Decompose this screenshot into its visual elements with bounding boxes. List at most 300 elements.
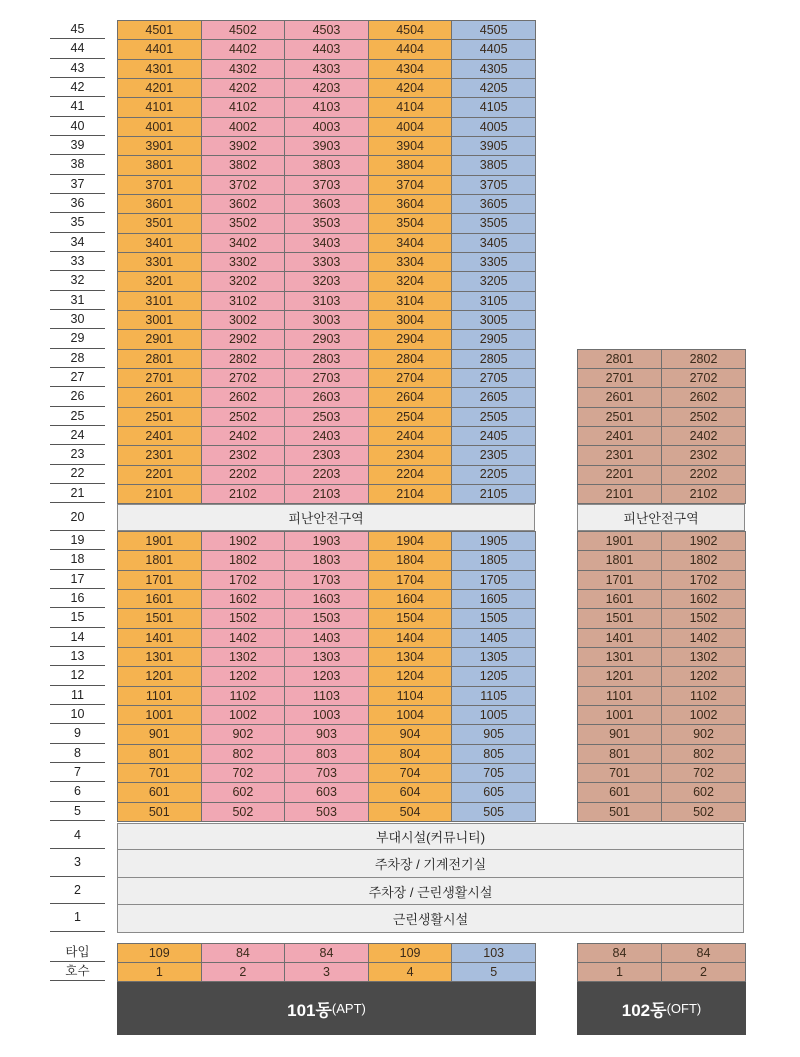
bldg101-unit-cell: 2804 <box>368 349 453 369</box>
bldg102-unit-cell: 1902 <box>661 531 746 551</box>
floor-label: 23 <box>50 445 105 464</box>
bldg101-unit-cell: 3301 <box>117 252 202 272</box>
bldg101-unit-cell: 1203 <box>284 666 369 686</box>
bldg101-unit-cell: 1505 <box>451 608 536 628</box>
bldg101-unit-cell: 1805 <box>451 550 536 570</box>
bldg101-unit-cell: 503 <box>284 802 369 822</box>
bldg101-unit-cell: 1302 <box>201 647 286 667</box>
floor-label: 30 <box>50 310 105 329</box>
floor-label: 45 <box>50 20 105 39</box>
bldg101-unit-cell: 3302 <box>201 252 286 272</box>
bldg102-unit-cell: 1502 <box>661 608 746 628</box>
bldg101-unit-cell: 2603 <box>284 387 369 407</box>
floor-label: 15 <box>50 608 105 627</box>
floor-label: 20 <box>50 504 105 531</box>
bldg101-unit-cell: 3001 <box>117 310 202 330</box>
bldg101-unit-cell: 2305 <box>451 445 536 465</box>
floor-label: 28 <box>50 349 105 368</box>
bldg101-unit-cell: 4405 <box>451 39 536 59</box>
bldg102-line-cell: 1 <box>577 962 662 982</box>
bldg101-unit-cell: 2201 <box>117 465 202 485</box>
bldg101-unit-cell: 3104 <box>368 291 453 311</box>
floor-label: 11 <box>50 686 105 705</box>
floor-label: 34 <box>50 233 105 252</box>
floor-label: 13 <box>50 647 105 666</box>
bldg101-unit-cell: 501 <box>117 802 202 822</box>
bldg101-unit-cell: 4202 <box>201 78 286 98</box>
bldg101-unit-cell: 1304 <box>368 647 453 667</box>
bldg101-unit-cell: 2802 <box>201 349 286 369</box>
bldg101-unit-cell: 3205 <box>451 271 536 291</box>
bldg101-unit-cell: 1403 <box>284 628 369 648</box>
floor-label: 41 <box>50 97 105 116</box>
bldg101-unit-cell: 1802 <box>201 550 286 570</box>
bldg102-refuge-zone: 피난안전구역 <box>577 504 745 531</box>
floor-label: 21 <box>50 484 105 503</box>
bldg102-unit-cell: 2801 <box>577 349 662 369</box>
bldg101-unit-cell: 2102 <box>201 484 286 504</box>
bldg101-unit-cell: 2204 <box>368 465 453 485</box>
bldg101-unit-cell: 4401 <box>117 39 202 59</box>
floor-label: 40 <box>50 117 105 136</box>
bldg101-unit-cell: 3901 <box>117 136 202 156</box>
bldg101-unit-cell: 4302 <box>201 59 286 79</box>
bldg101-unit-cell: 504 <box>368 802 453 822</box>
bldg101-unit-cell: 3801 <box>117 155 202 175</box>
bldg101-unit-cell: 2903 <box>284 329 369 349</box>
bldg101-unit-cell: 2703 <box>284 368 369 388</box>
bldg101-unit-cell: 2501 <box>117 407 202 427</box>
bldg101-unit-cell: 3504 <box>368 213 453 233</box>
bldg102-unit-cell: 2102 <box>661 484 746 504</box>
bldg101-unit-cell: 2904 <box>368 329 453 349</box>
bldg101-unit-cell: 4003 <box>284 117 369 137</box>
bldg101-unit-cell: 1202 <box>201 666 286 686</box>
floor-label: 17 <box>50 570 105 589</box>
bldg101-unit-cell: 1502 <box>201 608 286 628</box>
bldg101-unit-cell: 604 <box>368 782 453 802</box>
bldg101-unit-cell: 705 <box>451 763 536 783</box>
bldg101-unit-cell: 3102 <box>201 291 286 311</box>
bldg101-unit-cell: 601 <box>117 782 202 802</box>
floor-label: 14 <box>50 628 105 647</box>
bldg101-unit-cell: 4104 <box>368 97 453 117</box>
bldg101-unit-cell: 2505 <box>451 407 536 427</box>
bldg102-unit-cell: 1302 <box>661 647 746 667</box>
bldg101-unit-cell: 3705 <box>451 175 536 195</box>
bldg101-unit-cell: 3902 <box>201 136 286 156</box>
bldg101-unit-cell: 2604 <box>368 387 453 407</box>
bldg101-unit-cell: 4303 <box>284 59 369 79</box>
bldg102-unit-cell: 1901 <box>577 531 662 551</box>
bldg102-unit-cell: 1002 <box>661 705 746 725</box>
bldg101-unit-cell: 3604 <box>368 194 453 214</box>
bldg101-unit-cell: 4305 <box>451 59 536 79</box>
bldg101-footer <box>117 982 536 1035</box>
bldg101-unit-cell: 4203 <box>284 78 369 98</box>
bldg101-unit-cell: 804 <box>368 744 453 764</box>
bldg101-unit-cell: 3401 <box>117 233 202 253</box>
floor-label: 19 <box>50 531 105 550</box>
bldg101-unit-cell: 3502 <box>201 213 286 233</box>
bldg101-unit-cell: 2905 <box>451 329 536 349</box>
bldg102-footer <box>577 982 746 1035</box>
floor-label: 32 <box>50 271 105 290</box>
bldg101-unit-cell: 2205 <box>451 465 536 485</box>
bldg101-unit-cell: 3802 <box>201 155 286 175</box>
bldg102-unit-cell: 1702 <box>661 570 746 590</box>
bldg102-unit-cell: 602 <box>661 782 746 802</box>
bldg102-unit-cell: 701 <box>577 763 662 783</box>
bldg101-unit-cell: 3304 <box>368 252 453 272</box>
bldg101-unit-cell: 2404 <box>368 426 453 446</box>
bldg101-unit-cell: 2504 <box>368 407 453 427</box>
bldg101-unit-cell: 1101 <box>117 686 202 706</box>
bldg101-unit-cell: 502 <box>201 802 286 822</box>
bldg102-unit-cell: 2802 <box>661 349 746 369</box>
bldg101-unit-cell: 4204 <box>368 78 453 98</box>
bldg101-unit-cell: 3305 <box>451 252 536 272</box>
bldg101-unit-cell: 4103 <box>284 97 369 117</box>
bldg101-unit-cell: 1904 <box>368 531 453 551</box>
bldg101-unit-cell: 1201 <box>117 666 202 686</box>
bldg101-unit-cell: 4503 <box>284 20 369 40</box>
bldg101-unit-cell: 2805 <box>451 349 536 369</box>
bldg101-unit-cell: 4102 <box>201 97 286 117</box>
bldg101-unit-cell: 4403 <box>284 39 369 59</box>
bldg101-unit-cell: 1401 <box>117 628 202 648</box>
bldg101-unit-cell: 2502 <box>201 407 286 427</box>
bldg101-unit-cell: 905 <box>451 724 536 744</box>
bldg101-unit-cell: 2401 <box>117 426 202 446</box>
floor-label: 7 <box>50 763 105 782</box>
bldg102-unit-cell: 1301 <box>577 647 662 667</box>
bldg101-unit-cell: 3002 <box>201 310 286 330</box>
bldg101-unit-cell: 702 <box>201 763 286 783</box>
bldg102-unit-cell: 2202 <box>661 465 746 485</box>
floor-label: 9 <box>50 724 105 743</box>
floor-label: 35 <box>50 213 105 232</box>
bldg101-unit-cell: 2702 <box>201 368 286 388</box>
bldg102-unit-cell: 2201 <box>577 465 662 485</box>
bldg101-unit-cell: 505 <box>451 802 536 822</box>
bldg101-unit-cell: 1404 <box>368 628 453 648</box>
bldg101-unit-cell: 4005 <box>451 117 536 137</box>
bldg101-unit-cell: 1205 <box>451 666 536 686</box>
bldg102-unit-cell: 2602 <box>661 387 746 407</box>
floor-label: 33 <box>50 252 105 271</box>
floor-label: 44 <box>50 39 105 58</box>
floor-label: 10 <box>50 705 105 724</box>
bldg101-unit-cell: 3202 <box>201 271 286 291</box>
bldg101-unit-cell: 1102 <box>201 686 286 706</box>
bldg101-unit-cell: 3101 <box>117 291 202 311</box>
bldg101-unit-cell: 3505 <box>451 213 536 233</box>
bldg101-unit-cell: 1405 <box>451 628 536 648</box>
bldg102-unit-cell: 2101 <box>577 484 662 504</box>
bldg101-unit-cell: 1803 <box>284 550 369 570</box>
bldg101-line-cell: 5 <box>451 962 536 982</box>
bldg101-line-cell: 1 <box>117 962 202 982</box>
unit-legend-label: 호수 <box>50 962 105 981</box>
bldg101-unit-cell: 3905 <box>451 136 536 156</box>
bldg101-unit-cell: 1003 <box>284 705 369 725</box>
bldg101-unit-cell: 3805 <box>451 155 536 175</box>
bldg101-unit-cell: 3204 <box>368 271 453 291</box>
bldg102-unit-cell: 2302 <box>661 445 746 465</box>
floor-label: 29 <box>50 329 105 348</box>
bldg101-unit-cell: 2202 <box>201 465 286 485</box>
floor-label: 27 <box>50 368 105 387</box>
bldg101-unit-cell: 3203 <box>284 271 369 291</box>
bldg102-unit-cell: 2601 <box>577 387 662 407</box>
bldg102-type-cell: 84 <box>577 943 662 963</box>
bldg101-unit-cell: 4402 <box>201 39 286 59</box>
bldg101-unit-cell: 3903 <box>284 136 369 156</box>
bldg101-unit-cell: 1901 <box>117 531 202 551</box>
bldg101-unit-cell: 2302 <box>201 445 286 465</box>
bldg101-unit-cell: 3103 <box>284 291 369 311</box>
bldg101-unit-cell: 2203 <box>284 465 369 485</box>
bldg101-unit-cell: 603 <box>284 782 369 802</box>
floor-label: 22 <box>50 465 105 484</box>
bldg101-unit-cell: 2402 <box>201 426 286 446</box>
bldg101-unit-cell: 3005 <box>451 310 536 330</box>
bldg101-unit-cell: 4504 <box>368 20 453 40</box>
bldg101-line-cell: 4 <box>368 962 453 982</box>
bldg101-unit-cell: 1104 <box>368 686 453 706</box>
bldg101-unit-cell: 3303 <box>284 252 369 272</box>
floor-label: 37 <box>50 175 105 194</box>
bldg101-unit-cell: 1503 <box>284 608 369 628</box>
bldg101-unit-cell: 801 <box>117 744 202 764</box>
bldg102-unit-cell: 2502 <box>661 407 746 427</box>
bldg101-unit-cell: 2705 <box>451 368 536 388</box>
bldg102-unit-cell: 1102 <box>661 686 746 706</box>
bldg101-unit-cell: 1305 <box>451 647 536 667</box>
bldg101-unit-cell: 2503 <box>284 407 369 427</box>
bldg101-unit-cell: 1605 <box>451 589 536 609</box>
bldg101-unit-cell: 1705 <box>451 570 536 590</box>
floor-label: 39 <box>50 136 105 155</box>
bldg102-unit-cell: 702 <box>661 763 746 783</box>
bldg101-type-cell: 84 <box>201 943 286 963</box>
bldg101-unit-cell: 4201 <box>117 78 202 98</box>
bldg101-line-cell: 3 <box>284 962 369 982</box>
bldg101-unit-cell: 1801 <box>117 550 202 570</box>
bldg101-unit-cell: 4505 <box>451 20 536 40</box>
bldg101-unit-cell: 1001 <box>117 705 202 725</box>
bldg102-type-cell: 84 <box>661 943 746 963</box>
bldg101-unit-cell: 701 <box>117 763 202 783</box>
floor-label: 16 <box>50 589 105 608</box>
floor-label: 12 <box>50 666 105 685</box>
bldg101-unit-cell: 1103 <box>284 686 369 706</box>
podium-band: 근린생활시설 <box>117 904 744 933</box>
bldg101-unit-cell: 4501 <box>117 20 202 40</box>
bldg101-unit-cell: 3701 <box>117 175 202 195</box>
bldg102-unit-cell: 1701 <box>577 570 662 590</box>
bldg101-unit-cell: 3402 <box>201 233 286 253</box>
bldg101-unit-cell: 2405 <box>451 426 536 446</box>
floor-label: 42 <box>50 78 105 97</box>
bldg101-unit-cell: 1303 <box>284 647 369 667</box>
bldg102-suffix: (OFT) <box>666 1001 702 1016</box>
bldg101-unit-cell: 3403 <box>284 233 369 253</box>
bldg101-unit-cell: 1004 <box>368 705 453 725</box>
bldg101-unit-cell: 803 <box>284 744 369 764</box>
bldg101-unit-cell: 2704 <box>368 368 453 388</box>
type-legend-label: 타입 <box>50 943 105 962</box>
bldg102-unit-cell: 1101 <box>577 686 662 706</box>
bldg101-unit-cell: 1204 <box>368 666 453 686</box>
bldg102-unit-cell: 2402 <box>661 426 746 446</box>
bldg101-unit-cell: 2801 <box>117 349 202 369</box>
bldg101-unit-cell: 2301 <box>117 445 202 465</box>
bldg101-unit-cell: 1704 <box>368 570 453 590</box>
bldg101-unit-cell: 1501 <box>117 608 202 628</box>
bldg101-unit-cell: 1703 <box>284 570 369 590</box>
floor-label: 24 <box>50 426 105 445</box>
bldg102-unit-cell: 2701 <box>577 368 662 388</box>
bldg102-unit-cell: 2401 <box>577 426 662 446</box>
bldg101-unit-cell: 4002 <box>201 117 286 137</box>
bldg101-type-cell: 109 <box>368 943 453 963</box>
bldg102-unit-cell: 802 <box>661 744 746 764</box>
bldg102-unit-cell: 1401 <box>577 628 662 648</box>
bldg101-unit-cell: 1604 <box>368 589 453 609</box>
bldg101-unit-cell: 1601 <box>117 589 202 609</box>
floor-label: 4 <box>50 823 105 849</box>
bldg102-unit-cell: 1001 <box>577 705 662 725</box>
bldg101-unit-cell: 3602 <box>201 194 286 214</box>
bldg101-unit-cell: 1105 <box>451 686 536 706</box>
bldg101-unit-cell: 1902 <box>201 531 286 551</box>
floor-label: 18 <box>50 550 105 569</box>
bldg102-unit-cell: 2301 <box>577 445 662 465</box>
bldg101-unit-cell: 805 <box>451 744 536 764</box>
bldg101-unit-cell: 605 <box>451 782 536 802</box>
bldg101-unit-cell: 1504 <box>368 608 453 628</box>
bldg101-unit-cell: 1701 <box>117 570 202 590</box>
bldg101-unit-cell: 4001 <box>117 117 202 137</box>
bldg101-unit-cell: 902 <box>201 724 286 744</box>
bldg101-unit-cell: 3904 <box>368 136 453 156</box>
bldg102-unit-cell: 902 <box>661 724 746 744</box>
floor-label: 31 <box>50 291 105 310</box>
bldg101-unit-cell: 3404 <box>368 233 453 253</box>
bldg101-unit-cell: 3003 <box>284 310 369 330</box>
bldg101-unit-cell: 3405 <box>451 233 536 253</box>
floor-label: 1 <box>50 904 105 932</box>
bldg101-unit-cell: 802 <box>201 744 286 764</box>
bldg101-unit-cell: 4101 <box>117 97 202 117</box>
bldg102-unit-cell: 1402 <box>661 628 746 648</box>
floor-label: 8 <box>50 744 105 763</box>
bldg101-unit-cell: 3105 <box>451 291 536 311</box>
bldg101-unit-cell: 2602 <box>201 387 286 407</box>
bldg101-unit-cell: 4105 <box>451 97 536 117</box>
bldg101-unit-cell: 1402 <box>201 628 286 648</box>
bldg102-unit-cell: 501 <box>577 802 662 822</box>
bldg101-refuge-zone: 피난안전구역 <box>117 504 535 531</box>
bldg101-name: 101동 <box>287 1001 332 1020</box>
bldg101-unit-cell: 2104 <box>368 484 453 504</box>
bldg101-unit-cell: 1603 <box>284 589 369 609</box>
podium-band: 주차장 / 기계전기실 <box>117 849 744 878</box>
bldg101-unit-cell: 1903 <box>284 531 369 551</box>
bldg101-unit-cell: 4301 <box>117 59 202 79</box>
bldg101-unit-cell: 2101 <box>117 484 202 504</box>
bldg101-unit-cell: 4404 <box>368 39 453 59</box>
bldg101-unit-cell: 703 <box>284 763 369 783</box>
bldg101-unit-cell: 4205 <box>451 78 536 98</box>
bldg101-unit-cell: 2803 <box>284 349 369 369</box>
bldg101-unit-cell: 3603 <box>284 194 369 214</box>
bldg101-unit-cell: 1702 <box>201 570 286 590</box>
bldg101-unit-cell: 901 <box>117 724 202 744</box>
bldg101-unit-cell: 2105 <box>451 484 536 504</box>
bldg101-unit-cell: 1905 <box>451 531 536 551</box>
bldg101-type-cell: 84 <box>284 943 369 963</box>
bldg101-unit-cell: 3605 <box>451 194 536 214</box>
bldg101-unit-cell: 4304 <box>368 59 453 79</box>
bldg101-unit-cell: 3804 <box>368 155 453 175</box>
bldg101-unit-cell: 3601 <box>117 194 202 214</box>
floor-label: 43 <box>50 59 105 78</box>
bldg101-unit-cell: 3004 <box>368 310 453 330</box>
floor-label: 38 <box>50 155 105 174</box>
bldg101-unit-cell: 1602 <box>201 589 286 609</box>
bldg101-unit-cell: 3201 <box>117 271 202 291</box>
bldg101-suffix: (APT) <box>331 1001 366 1016</box>
bldg102-unit-cell: 1601 <box>577 589 662 609</box>
bldg101-unit-cell: 2103 <box>284 484 369 504</box>
bldg101-unit-cell: 3503 <box>284 213 369 233</box>
bldg101-type-cell: 109 <box>117 943 202 963</box>
bldg102-unit-cell: 2501 <box>577 407 662 427</box>
bldg102-unit-cell: 2702 <box>661 368 746 388</box>
bldg101-unit-cell: 3501 <box>117 213 202 233</box>
floor-label: 5 <box>50 802 105 821</box>
floor-label: 6 <box>50 782 105 801</box>
bldg102-name: 102동 <box>621 1001 667 1020</box>
bldg102-unit-cell: 1602 <box>661 589 746 609</box>
bldg101-unit-cell: 2902 <box>201 329 286 349</box>
bldg102-unit-cell: 1202 <box>661 666 746 686</box>
bldg101-unit-cell: 2303 <box>284 445 369 465</box>
floor-label: 36 <box>50 194 105 213</box>
bldg101-unit-cell: 3803 <box>284 155 369 175</box>
podium-band: 주차장 / 근린생활시설 <box>117 877 744 905</box>
bldg102-unit-cell: 1201 <box>577 666 662 686</box>
bldg101-unit-cell: 2605 <box>451 387 536 407</box>
bldg101-unit-cell: 704 <box>368 763 453 783</box>
bldg102-unit-cell: 1501 <box>577 608 662 628</box>
bldg102-unit-cell: 1801 <box>577 550 662 570</box>
bldg101-line-cell: 2 <box>201 962 286 982</box>
bldg102-unit-cell: 601 <box>577 782 662 802</box>
bldg101-unit-cell: 1002 <box>201 705 286 725</box>
bldg101-unit-cell: 2304 <box>368 445 453 465</box>
bldg101-unit-cell: 2403 <box>284 426 369 446</box>
floor-label: 3 <box>50 849 105 877</box>
bldg101-unit-cell: 1804 <box>368 550 453 570</box>
bldg101-unit-cell: 3703 <box>284 175 369 195</box>
bldg101-unit-cell: 1005 <box>451 705 536 725</box>
bldg101-unit-cell: 4502 <box>201 20 286 40</box>
bldg101-unit-cell: 4004 <box>368 117 453 137</box>
